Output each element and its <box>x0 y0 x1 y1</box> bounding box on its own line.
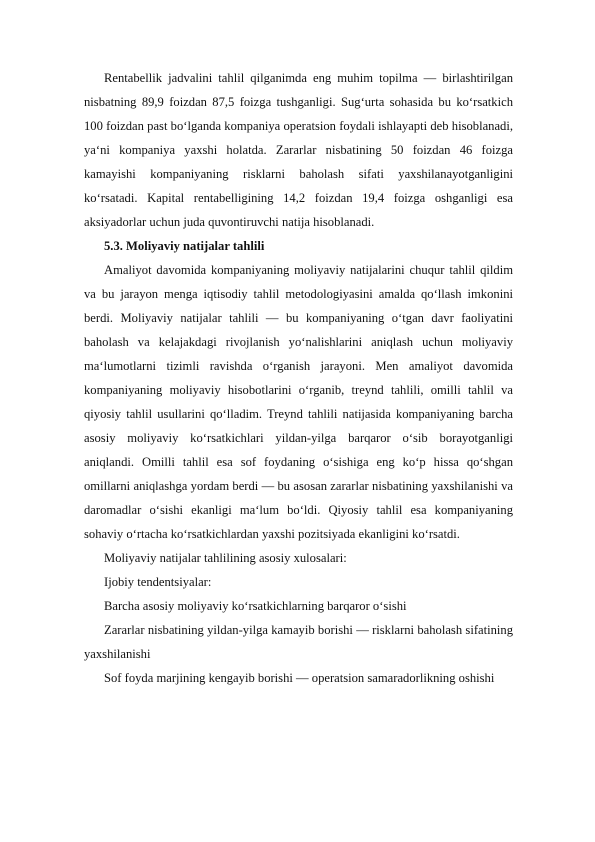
list-item-profit-margin: Sof foyda marjining kengayib borishi — operatsion samaradorlikning oshishi <box>104 671 495 685</box>
paragraph-financial-analysis: Amaliyot davomida kompaniyaning moliyaviy natijalarini chuqur tahlil qildim va bu jarayon menga iqtisodiy tahlil metodologiyasini amalda qo‘llash imkonini berdi. Moliyaviy natijalar tahlili — bu kompaniyaning o‘tgan davr faoliyatini baholash va kelajakdagi rivojlanish yo‘nalishlarini aniqlash uchun moliyaviy ma‘lumotlarni tizimli ravishda o‘rganish jarayoni. Men amaliyot davomida kompaniyaning moliyaviy hisobotlarini o‘rganib, treynd tahlili, omilli tahlil va qiyosiy tahlil usullarini qo‘lladim. Treynd tahlili natijasida kompaniyaning barcha asosiy moliyaviy ko‘rsatkichlari yildan-yilga barqaror o‘sib borayotganligi aniqlandi. Omilli tahlil esa sof foydaning o‘sishiga eng ko‘p hissa qo‘shgan omillarni aniqlashga yordam berdi — bu asosan zararlar nisbatining yaxshilanishi va daromadlar o‘sishi ekanligi ma‘lum bo‘ldi. Qiyosiy tahlil esa kompaniyaning sohaviy o‘rtacha ko‘rsatkichlardan yaxshi pozitsiyada ekanligini ko‘rsatdi. <box>84 263 513 541</box>
section-heading-5-3: 5.3. Moliyaviy natijalar tahlili <box>104 239 265 253</box>
paragraph-positive-trends: Ijobiy tendentsiyalar: <box>104 575 212 589</box>
list-item-loss-ratio: Zararlar nisbatining yildan-yilga kamayib borishi — risklarni baholash sifatining yaxshilanishi <box>84 623 513 661</box>
list-item-stable-growth: Barcha asosiy moliyaviy ko‘rsatkichlarning barqaror o‘sishi <box>104 599 407 613</box>
document-page <box>84 66 513 690</box>
paragraph-combined-ratio: Rentabellik jadvalini tahlil qilganimda eng muhim topilma — birlashtirilgan nisbatning 89,9 foizdan 87,5 foizga tushganligi. Sug‘urta sohasida bu ko‘rsatkich 100 foizdan past bo‘lganda kompaniya operatsion foydali ishlayapti deb hisoblanadi, ya‘ni kompaniya yaxshi holatda. Zararlar nisbatining 50 foizdan 46 foizga kamayishi kompaniyaning risklarni baholash sifati yaxshilanayotganligini ko‘rsatadi. Kapital rentabelligining 14,2 foizdan 19,4 foizga oshganligi esa aksiyadorlar uchun juda quvontiruvchi natija hisoblanadi. <box>84 71 513 229</box>
paragraph-conclusions-intro: Moliyaviy natijalar tahlilining asosiy xulosalari: <box>104 551 347 565</box>
